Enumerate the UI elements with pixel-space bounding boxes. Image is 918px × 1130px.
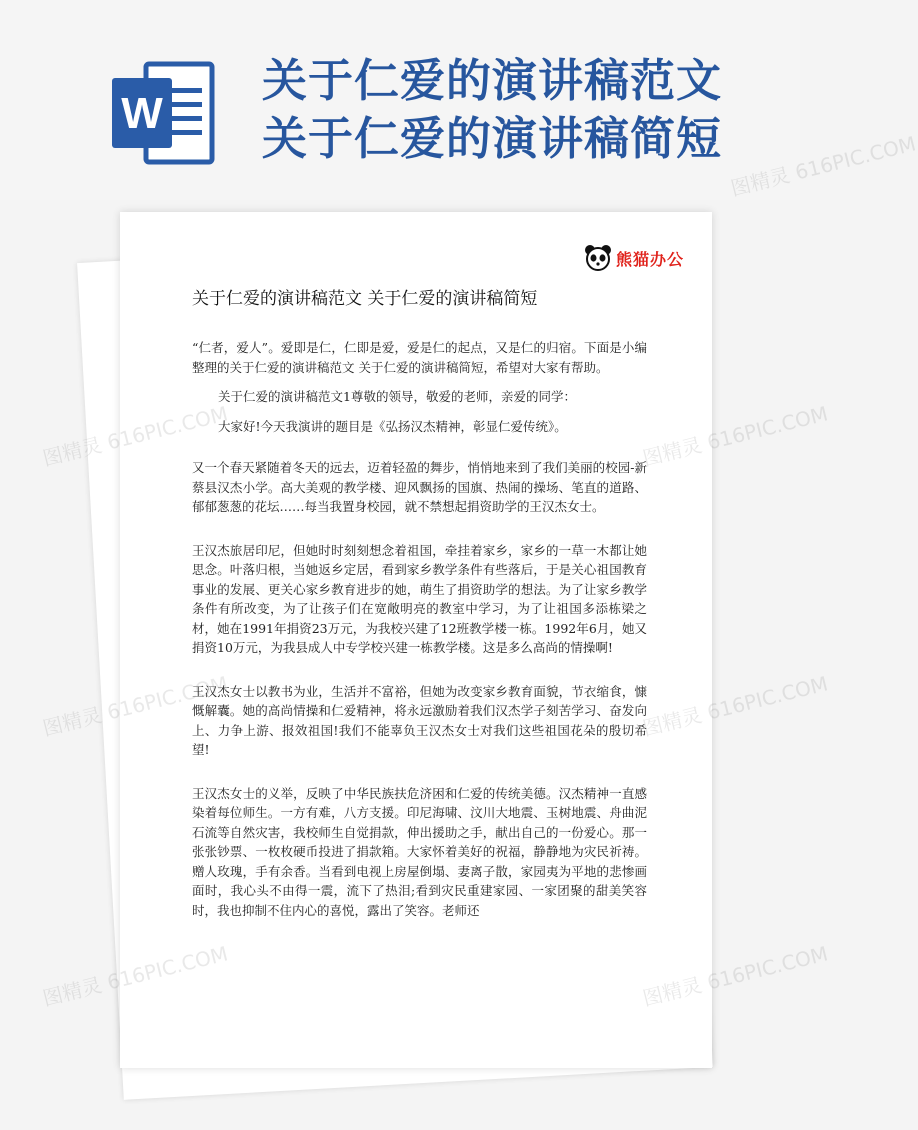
- header-banner: [0, 0, 800, 200]
- paragraph-salutation: 关于仁爱的演讲稿范文1尊敬的领导，敬爱的老师，亲爱的同学：: [218, 389, 576, 404]
- word-document-icon: [108, 58, 218, 168]
- watermark: 图精灵 616PIC.COM: [640, 941, 831, 1011]
- watermark: 图精灵: [40, 702, 105, 741]
- watermark: 图精灵: [40, 432, 105, 471]
- page-title-line-2: 关于仁爱的演讲稿简短: [262, 112, 723, 165]
- paragraph-campus: 又一个春天紧随着冬天的远去，迈着轻盈的舞步，悄悄地来到了我们美丽的校园-新蔡县汉杰小学。高大美观的教学楼、迎风飘扬的国旗、热闹的操场、笔直的道路、郁郁葱葱的花坛……每当我置身校园，就不禁想起捐资助学的王汉杰女士。: [192, 460, 647, 514]
- paragraph-spirit: 王汉杰女士的义举，反映了中华民族扶危济困和仁爱的传统美德。汉杰精神一直感染着每位师生。一方有难，八方支援。印尼海啸、汶川大地震、玉树地震、舟曲泥石流等自然灾害，我校师生自觉捐款，伸出援助之手，献出自己的一份爱心。那一张张钞票、一枚枚硬币投进了捐款箱。大家怀着美好的祝福，静静地为灾民祈祷。赠人玫瑰，手有余香。当看到电视上房屋倒塌、妻离子散，家园夷为平地的悲惨画面时，我心头不由得一震，流下了热泪;看到灾民重建家园、一家团聚的甜美笑容时，我也抑制不住内心的喜悦，露出了笑容。老师还: [192, 785, 647, 918]
- word-icon-letter: W: [121, 89, 163, 138]
- paragraph-donation: 王汉杰旅居印尼，但她时时刻刻想念着祖国，牵挂着家乡，家乡的一草一木都让她思念。叶落归根，当她返乡定居，看到家乡教学条件有些落后，于是关心祖国教育事业的发展、更关心家乡教育进步的她，萌生了捐资助学的想法。为了让家乡教学条件有所改变，为了让孩子们在宽敞明亮的教室中学习，为了让祖国多添栋梁之材，她在1991年捐资23万元，为我校兴建了12班教学楼一栋。1992年6月，她又捐资10万元，为我县成人中专学校兴建一栋教学楼。这是多么高尚的情操啊!: [192, 542, 647, 655]
- panda-icon: [584, 244, 612, 272]
- brand-logo: [584, 244, 684, 272]
- page-title: [262, 52, 782, 168]
- paragraph-intro: “仁者，爱人”。爱即是仁，仁即是爱，爱是仁的起点，又是仁的归宿。下面是小编整理的关于仁爱的演讲稿范文 关于仁爱的演讲稿简短，希望对大家有帮助。: [192, 340, 647, 375]
- watermark: 图精灵 616PIC.COM: [640, 401, 831, 471]
- watermark: 图精灵 616PIC.COM: [728, 131, 918, 201]
- document-page: [120, 212, 712, 1068]
- document-body: [192, 338, 647, 920]
- watermark: 图精灵 616PIC.COM: [640, 671, 831, 741]
- paragraph-greeting: 大家好!今天我演讲的题目是《弘扬汉杰精神，彰显仁爱传统》。: [218, 418, 567, 434]
- document-title: 关于仁爱的演讲稿范文 关于仁爱的演讲稿简短: [192, 289, 538, 309]
- brand-name: 熊猫办公: [615, 249, 684, 269]
- paragraph-character: 王汉杰女士以教书为业，生活并不富裕，但她为改变家乡教育面貌，节衣缩食，慷慨解囊。她的高尚情操和仁爱精神，将永远激励着我们汉杰学子刻苦学习、奋发向上、力争上游、报效祖国!我们不能辜负王汉杰女士对我们这些祖国花朵的殷切希望!: [192, 683, 647, 757]
- watermark: 图精灵: [40, 972, 105, 1011]
- page-title-line-1: 关于仁爱的演讲稿范文: [262, 54, 723, 107]
